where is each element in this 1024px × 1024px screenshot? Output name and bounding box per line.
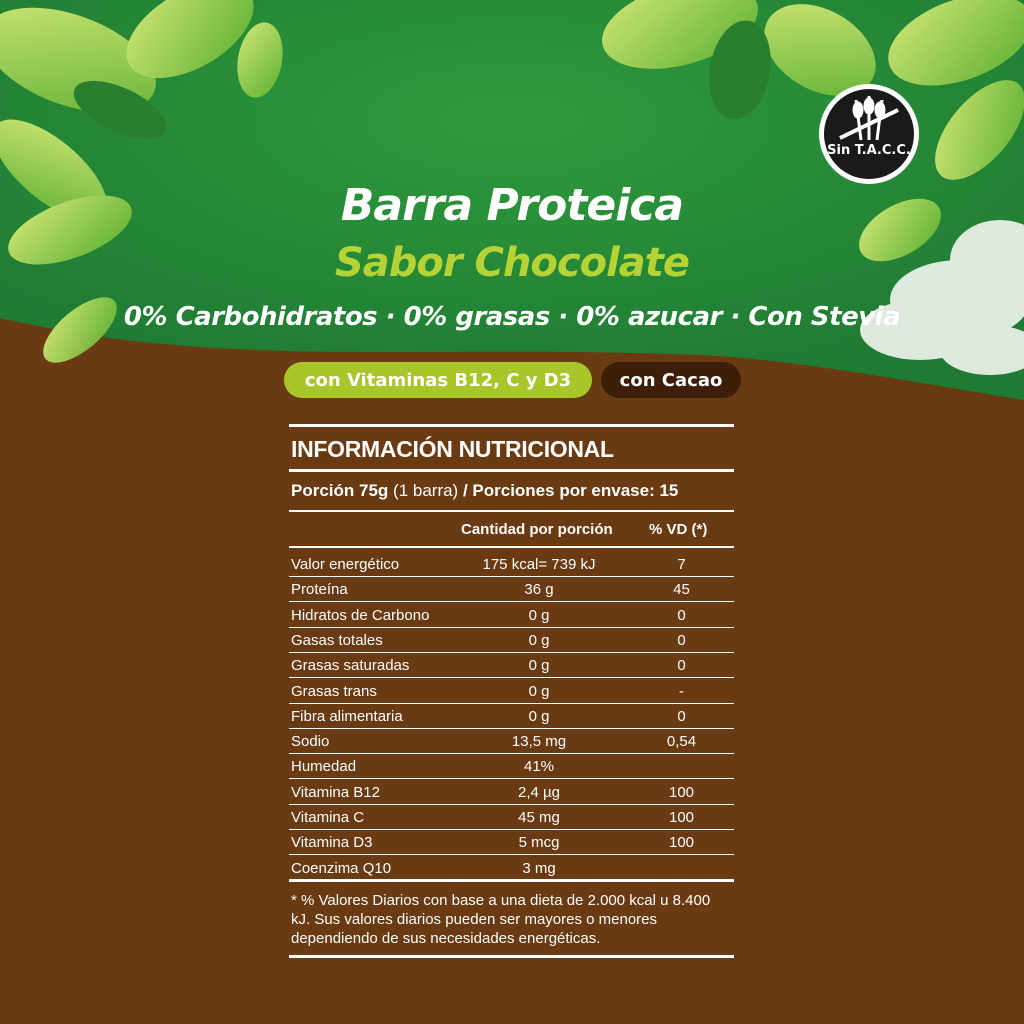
table-row [289,754,734,779]
portion-rest: / Porciones por envase: 15 [462,481,679,500]
vitamins-badge: con Vitaminas B12, C y D3 [284,362,592,398]
nutrient-vd: 7 [677,556,686,573]
nutrient-amount: 45 mg [518,809,560,826]
nutrient-name: Vitamina C [291,809,365,826]
nutrient-amount: 0 g [528,631,550,649]
product-flavor: Sabor Chocolate [334,240,690,286]
rule-colhead [289,546,734,548]
table-row [289,729,734,754]
rule-footnote [289,879,734,882]
rule-heading [289,469,734,472]
nutrient-amount: 175 kcal= 739 kJ [482,556,596,573]
table-row [289,830,734,855]
table-row [289,704,734,729]
nutrient-name: Grasas trans [291,682,377,700]
table-row [289,780,734,805]
nutrient-name: Proteína [291,581,348,599]
nutrient-amount: 36 g [524,581,554,599]
nutrient-vd: 0 [677,657,686,675]
svg-text:Sin T.A.C.C.: Sin T.A.C.C. [827,143,911,158]
product-claims: 0% Carbohidratos · 0% grasas · 0% azucar · Con Stevia [123,302,901,332]
sin-tacc-logo [816,80,922,188]
nutrient-amount: 13,5 mg [511,733,567,751]
table-row [289,628,734,653]
table-row [289,679,734,704]
nutrient-amount: 5 mcg [518,834,560,852]
nutrient-name: Coenzima Q10 [291,859,392,877]
nutrient-name: Humedad [291,758,357,776]
nutrient-amount: 0 g [528,707,550,725]
nutrient-vd: 0 [677,606,686,624]
table-row [289,552,734,577]
nutrient-name: Vitamina B12 [291,783,380,801]
rule-portion [289,510,734,512]
portion-light: (1 barra) [388,481,463,500]
nutrient-vd: 0,54 [666,733,697,751]
portion-bold: Porción 75g [291,481,389,500]
nutrient-vd: 0 [677,707,686,725]
nutrient-vd: 100 [668,783,695,801]
col-amount-header: Cantidad por porción [461,521,613,538]
nutrient-vd: - [679,682,684,700]
nutrient-amount: 0 g [528,606,550,624]
nutrient-name: Hidratos de Carbono [291,606,430,624]
nutrient-name: Grasas saturadas [291,657,410,675]
nutrient-amount: 2,4 µg [517,783,560,801]
nutrient-vd: 100 [668,809,695,826]
cacao-badge: con Cacao [601,362,741,398]
nutrition-heading: INFORMACIÓN NUTRICIONAL [291,436,614,462]
nutrient-name: Gasas totales [291,631,383,649]
footnote: * % Valores Diarios con base a una dieta de 2.000 kcal u 8.400 kJ. Sus valores diarios pueden ser mayores o menores dependiendo de sus necesidades energéticas. [291,892,711,947]
nutrient-vd: 0 [677,631,686,649]
table-row [289,856,734,881]
nutrient-vd: 100 [668,834,695,852]
nutrient-amount: 3 mg [522,859,556,877]
nutrient-name: Valor energético [291,556,400,573]
nutrient-amount: 0 g [528,657,550,675]
table-row [289,603,734,628]
nutrient-vd: 45 [673,581,690,599]
nutrient-name: Vitamina D3 [291,834,373,852]
col-vd-header: % VD (*) [649,521,708,538]
rule-bottom [289,955,734,958]
nutrition-panel [289,424,734,960]
nutrient-name: Sodio [291,733,330,751]
table-row [289,577,734,602]
table-row [289,805,734,830]
nutrient-amount: 0 g [528,682,550,700]
nutrient-amount: 41% [523,758,555,776]
portion-info [291,481,678,501]
rule-top [289,424,734,427]
table-row [289,653,734,678]
product-title: Barra Proteica [340,180,684,231]
nutrient-name: Fibra alimentaria [291,707,403,725]
